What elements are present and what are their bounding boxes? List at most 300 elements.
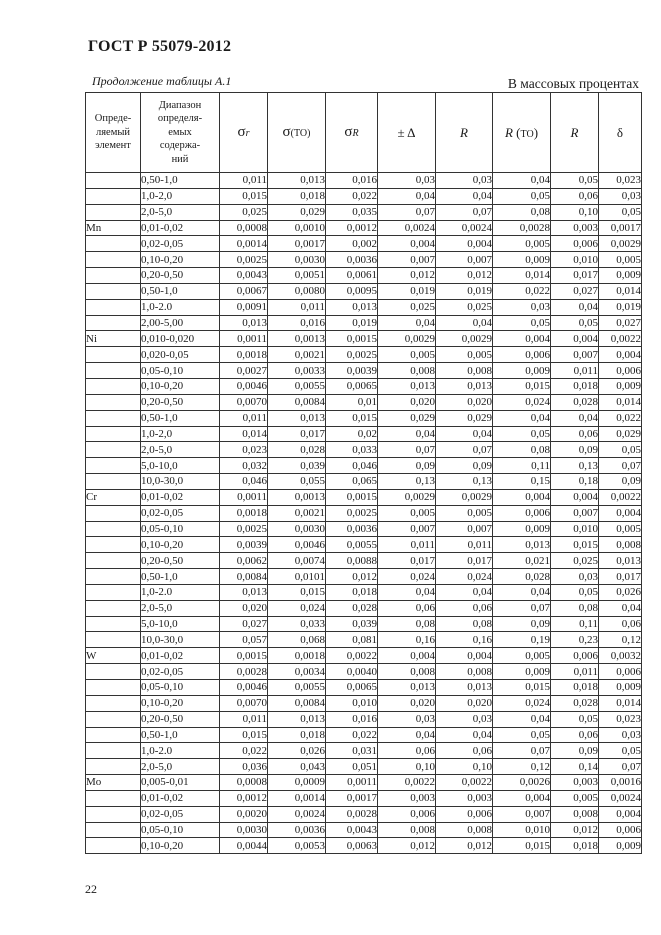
cell-r-to: 0,07 [493,600,551,616]
cell-range: 0,02-0,05 [141,236,220,252]
cell-r-to: 0,015 [493,838,551,854]
cell-sigma-R: 0,018 [326,584,378,600]
cell-delta: 0,06 [378,600,436,616]
cell-r: 0,003 [436,790,493,806]
table-row [86,252,642,268]
cell-delta: 0,004 [378,648,436,664]
cell-element [86,616,141,632]
cell-R: 0,028 [551,695,599,711]
cell-sigma-R: 0,0040 [326,664,378,680]
cell-range: 0,05-0,10 [141,521,220,537]
cell-r-to: 0,05 [493,426,551,442]
cell-sigma-R: 0,0022 [326,648,378,664]
cell-r: 0,09 [436,458,493,474]
cell-r-to: 0,009 [493,521,551,537]
cell-sigma-R: 0,0088 [326,553,378,569]
cell-r: 0,0024 [436,220,493,236]
cell-delta-small: 0,029 [599,426,642,442]
cell-delta-small: 0,004 [599,806,642,822]
cell-delta: 0,04 [378,727,436,743]
table-row [86,759,642,775]
cell-range: 0,02-0,05 [141,664,220,680]
cell-sigma-r: 0,0028 [220,664,268,680]
cell-r-to: 0,004 [493,489,551,505]
cell-delta-small: 0,014 [599,695,642,711]
cell-delta-small: 0,12 [599,632,642,648]
cell-range: 0,01-0,02 [141,790,220,806]
table-row [86,442,642,458]
cell-sigma-to: 0,0101 [268,569,326,585]
cell-sigma-R: 0,046 [326,458,378,474]
cell-R: 0,028 [551,394,599,410]
cell-range: 0,10-0,20 [141,378,220,394]
cell-delta: 0,0029 [378,489,436,505]
cell-element: Cr [86,489,141,505]
cell-r: 0,012 [436,268,493,284]
cell-sigma-r: 0,013 [220,315,268,331]
cell-delta-small: 0,0016 [599,775,642,791]
cell-delta: 0,005 [378,505,436,521]
cell-sigma-r: 0,011 [220,173,268,189]
table-header-row [86,93,642,173]
cell-sigma-to: 0,0014 [268,790,326,806]
cell-sigma-to: 0,0009 [268,775,326,791]
cell-sigma-r: 0,0014 [220,236,268,252]
cell-sigma-R: 0,010 [326,695,378,711]
cell-element [86,410,141,426]
header-delta: ± Δ [378,93,436,173]
cell-sigma-R: 0,0015 [326,489,378,505]
cell-sigma-R: 0,0061 [326,268,378,284]
cell-element [86,680,141,696]
cell-delta-small: 0,06 [599,616,642,632]
cell-delta-small: 0,023 [599,711,642,727]
cell-R: 0,017 [551,268,599,284]
cell-delta: 0,006 [378,806,436,822]
cell-range: 0,50-1,0 [141,727,220,743]
cell-delta-small: 0,03 [599,727,642,743]
cell-delta-small: 0,0024 [599,790,642,806]
cell-r: 0,04 [436,584,493,600]
cell-sigma-R: 0,0065 [326,378,378,394]
cell-sigma-R: 0,0095 [326,283,378,299]
cell-r-to: 0,007 [493,806,551,822]
header-sigma-R: σR [326,93,378,173]
cell-range: 0,50-1,0 [141,569,220,585]
cell-delta: 0,025 [378,299,436,315]
table-row [86,426,642,442]
cell-sigma-r: 0,015 [220,727,268,743]
cell-r: 0,020 [436,695,493,711]
cell-sigma-r: 0,0044 [220,838,268,854]
cell-delta-small: 0,03 [599,188,642,204]
cell-delta-small: 0,05 [599,743,642,759]
cell-sigma-to: 0,0034 [268,664,326,680]
cell-sigma-to: 0,0080 [268,283,326,299]
cell-r: 0,03 [436,173,493,189]
cell-delta-small: 0,017 [599,569,642,585]
cell-sigma-R: 0,02 [326,426,378,442]
cell-range: 0,005-0,01 [141,775,220,791]
cell-R: 0,13 [551,458,599,474]
table-row [86,521,642,537]
cell-r-to: 0,009 [493,363,551,379]
cell-element: Ni [86,331,141,347]
table-row [86,537,642,553]
cell-r-to: 0,006 [493,505,551,521]
table-row [86,632,642,648]
cell-delta-small: 0,023 [599,173,642,189]
cell-delta: 0,013 [378,378,436,394]
cell-sigma-R: 0,028 [326,600,378,616]
cell-sigma-r: 0,0011 [220,331,268,347]
cell-sigma-R: 0,039 [326,616,378,632]
cell-r: 0,005 [436,347,493,363]
cell-r: 0,04 [436,188,493,204]
cell-range: 0,020-0,05 [141,347,220,363]
table-row [86,711,642,727]
cell-range: 0,05-0,10 [141,363,220,379]
cell-delta-small: 0,022 [599,410,642,426]
cell-sigma-R: 0,035 [326,204,378,220]
cell-r: 0,013 [436,680,493,696]
cell-delta: 0,011 [378,537,436,553]
cell-range: 1,0-2.0 [141,743,220,759]
cell-range: 0,50-1,0 [141,283,220,299]
table-row [86,743,642,759]
cell-range: 0,20-0,50 [141,394,220,410]
cell-sigma-r: 0,0018 [220,347,268,363]
table-row [86,616,642,632]
cell-sigma-to: 0,0033 [268,363,326,379]
cell-element [86,188,141,204]
table-body [86,173,642,854]
cell-element [86,711,141,727]
cell-sigma-r: 0,011 [220,410,268,426]
cell-r: 0,0022 [436,775,493,791]
cell-element [86,664,141,680]
cell-delta-small: 0,008 [599,537,642,553]
cell-sigma-to: 0,039 [268,458,326,474]
cell-delta: 0,08 [378,616,436,632]
cell-sigma-r: 0,025 [220,204,268,220]
cell-sigma-R: 0,081 [326,632,378,648]
cell-element [86,632,141,648]
cell-r-to: 0,08 [493,442,551,458]
cell-r: 0,16 [436,632,493,648]
cell-R: 0,05 [551,315,599,331]
cell-range: 0,01-0,02 [141,489,220,505]
cell-r-to: 0,028 [493,569,551,585]
cell-range: 0,05-0,10 [141,680,220,696]
cell-R: 0,14 [551,759,599,775]
table-row [86,838,642,854]
cell-sigma-to: 0,028 [268,442,326,458]
cell-r-to: 0,014 [493,268,551,284]
cell-r: 0,0029 [436,489,493,505]
cell-delta: 0,017 [378,553,436,569]
cell-element [86,236,141,252]
cell-R: 0,05 [551,711,599,727]
cell-range: 1,0-2.0 [141,584,220,600]
cell-sigma-r: 0,0091 [220,299,268,315]
table-row [86,188,642,204]
header-range: Диапазон определя- емых содержа- ний [141,93,220,173]
cell-sigma-to: 0,0053 [268,838,326,854]
cell-delta: 0,13 [378,474,436,490]
cell-r-to: 0,006 [493,347,551,363]
cell-sigma-to: 0,068 [268,632,326,648]
cell-r: 0,013 [436,378,493,394]
table-row [86,505,642,521]
table-row [86,822,642,838]
cell-r: 0,07 [436,204,493,220]
cell-range: 0,10-0,20 [141,695,220,711]
table-row [86,283,642,299]
cell-range: 0,05-0,10 [141,822,220,838]
cell-sigma-r: 0,014 [220,426,268,442]
cell-sigma-r: 0,013 [220,584,268,600]
table-row [86,695,642,711]
cell-r-to: 0,0028 [493,220,551,236]
cell-element [86,743,141,759]
cell-delta: 0,0029 [378,331,436,347]
cell-range: 2,0-5,0 [141,600,220,616]
cell-r: 0,008 [436,664,493,680]
cell-delta-small: 0,006 [599,822,642,838]
table-row [86,394,642,410]
cell-range: 0,50-1,0 [141,173,220,189]
cell-R: 0,006 [551,648,599,664]
cell-element [86,347,141,363]
cell-r: 0,006 [436,806,493,822]
cell-r-to: 0,04 [493,410,551,426]
cell-delta: 0,008 [378,363,436,379]
cell-sigma-to: 0,029 [268,204,326,220]
cell-sigma-to: 0,055 [268,474,326,490]
cell-sigma-r: 0,027 [220,616,268,632]
cell-sigma-r: 0,036 [220,759,268,775]
cell-element [86,838,141,854]
cell-sigma-R: 0,0055 [326,537,378,553]
cell-r: 0,007 [436,252,493,268]
cell-sigma-R: 0,0028 [326,806,378,822]
cell-range: 10,0-30,0 [141,474,220,490]
table-row [86,806,642,822]
cell-delta-small: 0,013 [599,553,642,569]
cell-sigma-r: 0,0043 [220,268,268,284]
cell-range: 0,10-0,20 [141,537,220,553]
cell-R: 0,06 [551,188,599,204]
cell-R: 0,010 [551,252,599,268]
cell-r-to: 0,004 [493,790,551,806]
cell-element [86,584,141,600]
cell-delta-small: 0,0022 [599,489,642,505]
data-table [85,92,642,854]
cell-sigma-to: 0,013 [268,410,326,426]
cell-element [86,727,141,743]
cell-delta-small: 0,004 [599,347,642,363]
cell-sigma-R: 0,0063 [326,838,378,854]
cell-element: Mn [86,220,141,236]
cell-delta: 0,003 [378,790,436,806]
cell-delta: 0,024 [378,569,436,585]
cell-sigma-to: 0,0046 [268,537,326,553]
cell-sigma-to: 0,0010 [268,220,326,236]
cell-sigma-to: 0,017 [268,426,326,442]
cell-sigma-r: 0,057 [220,632,268,648]
cell-R: 0,10 [551,204,599,220]
cell-sigma-to: 0,013 [268,711,326,727]
cell-sigma-r: 0,0084 [220,569,268,585]
cell-range: 0,10-0,20 [141,838,220,854]
cell-sigma-r: 0,023 [220,442,268,458]
cell-delta-small: 0,005 [599,521,642,537]
cell-delta: 0,10 [378,759,436,775]
cell-sigma-R: 0,016 [326,173,378,189]
cell-delta: 0,03 [378,173,436,189]
page-number: 22 [85,882,97,896]
cell-R: 0,09 [551,442,599,458]
cell-sigma-r: 0,0008 [220,220,268,236]
cell-sigma-to: 0,011 [268,299,326,315]
table-row [86,775,642,791]
cell-delta: 0,04 [378,188,436,204]
cell-delta: 0,04 [378,584,436,600]
cell-element [86,759,141,775]
cell-R: 0,03 [551,569,599,585]
cell-r: 0,011 [436,537,493,553]
cell-element [86,173,141,189]
cell-r-to: 0,009 [493,664,551,680]
cell-delta: 0,16 [378,632,436,648]
cell-delta-small: 0,004 [599,505,642,521]
table-row [86,458,642,474]
cell-r: 0,019 [436,283,493,299]
cell-range: 1,0-2.0 [141,299,220,315]
cell-R: 0,04 [551,299,599,315]
header-sigma-r: σr [220,93,268,173]
cell-element [86,553,141,569]
cell-sigma-to: 0,0013 [268,489,326,505]
cell-sigma-R: 0,0039 [326,363,378,379]
cell-delta: 0,013 [378,680,436,696]
cell-delta-small: 0,0022 [599,331,642,347]
cell-r: 0,029 [436,410,493,426]
cell-sigma-r: 0,0011 [220,489,268,505]
cell-delta: 0,004 [378,236,436,252]
cell-r-to: 0,005 [493,236,551,252]
cell-r-to: 0,024 [493,394,551,410]
cell-delta: 0,07 [378,442,436,458]
cell-r: 0,10 [436,759,493,775]
cell-sigma-R: 0,0036 [326,252,378,268]
cell-delta-small: 0,0017 [599,220,642,236]
cell-sigma-to: 0,018 [268,188,326,204]
cell-delta-small: 0,07 [599,759,642,775]
cell-sigma-R: 0,051 [326,759,378,775]
cell-R: 0,008 [551,806,599,822]
cell-R: 0,018 [551,838,599,854]
cell-element [86,695,141,711]
cell-delta-small: 0,009 [599,838,642,854]
cell-r: 0,06 [436,743,493,759]
cell-R: 0,011 [551,664,599,680]
cell-range: 2,0-5,0 [141,759,220,775]
cell-range: 1,0-2,0 [141,188,220,204]
cell-element [86,822,141,838]
cell-sigma-r: 0,0039 [220,537,268,553]
cell-sigma-r: 0,015 [220,188,268,204]
cell-r-to: 0,015 [493,378,551,394]
cell-sigma-R: 0,022 [326,188,378,204]
cell-r: 0,024 [436,569,493,585]
cell-sigma-to: 0,016 [268,315,326,331]
header-r-to: R (ТО) [493,93,551,173]
cell-sigma-to: 0,0017 [268,236,326,252]
cell-delta: 0,0024 [378,220,436,236]
cell-delta-small: 0,005 [599,252,642,268]
cell-delta-small: 0,009 [599,378,642,394]
cell-R: 0,012 [551,822,599,838]
cell-element [86,521,141,537]
cell-r: 0,017 [436,553,493,569]
cell-delta-small: 0,014 [599,283,642,299]
cell-R: 0,010 [551,521,599,537]
cell-delta-small: 0,09 [599,474,642,490]
cell-sigma-to: 0,0018 [268,648,326,664]
cell-r: 0,004 [436,648,493,664]
cell-sigma-r: 0,020 [220,600,268,616]
cell-delta-small: 0,0029 [599,236,642,252]
cell-R: 0,015 [551,537,599,553]
cell-element [86,315,141,331]
cell-delta-small: 0,027 [599,315,642,331]
table-row [86,173,642,189]
cell-sigma-R: 0,01 [326,394,378,410]
cell-delta-small: 0,009 [599,268,642,284]
cell-r-to: 0,15 [493,474,551,490]
cell-element [86,806,141,822]
units-label: В массовых процентах [507,76,639,91]
cell-sigma-to: 0,024 [268,600,326,616]
cell-element [86,299,141,315]
cell-range: 0,01-0,02 [141,648,220,664]
table-row [86,315,642,331]
cell-r-to: 0,015 [493,680,551,696]
cell-element [86,204,141,220]
cell-delta-small: 0,05 [599,442,642,458]
header-delta-small: δ [599,93,642,173]
cell-delta: 0,04 [378,315,436,331]
cell-r: 0,025 [436,299,493,315]
cell-sigma-to: 0,0030 [268,521,326,537]
table-row [86,600,642,616]
cell-range: 0,20-0,50 [141,711,220,727]
cell-r-to: 0,07 [493,743,551,759]
cell-sigma-R: 0,019 [326,315,378,331]
cell-sigma-to: 0,0021 [268,347,326,363]
cell-delta: 0,04 [378,426,436,442]
table-row [86,664,642,680]
cell-sigma-r: 0,0046 [220,680,268,696]
cell-sigma-to: 0,0084 [268,394,326,410]
cell-sigma-R: 0,013 [326,299,378,315]
cell-element [86,537,141,553]
cell-r: 0,04 [436,727,493,743]
cell-sigma-to: 0,0084 [268,695,326,711]
cell-R: 0,027 [551,283,599,299]
